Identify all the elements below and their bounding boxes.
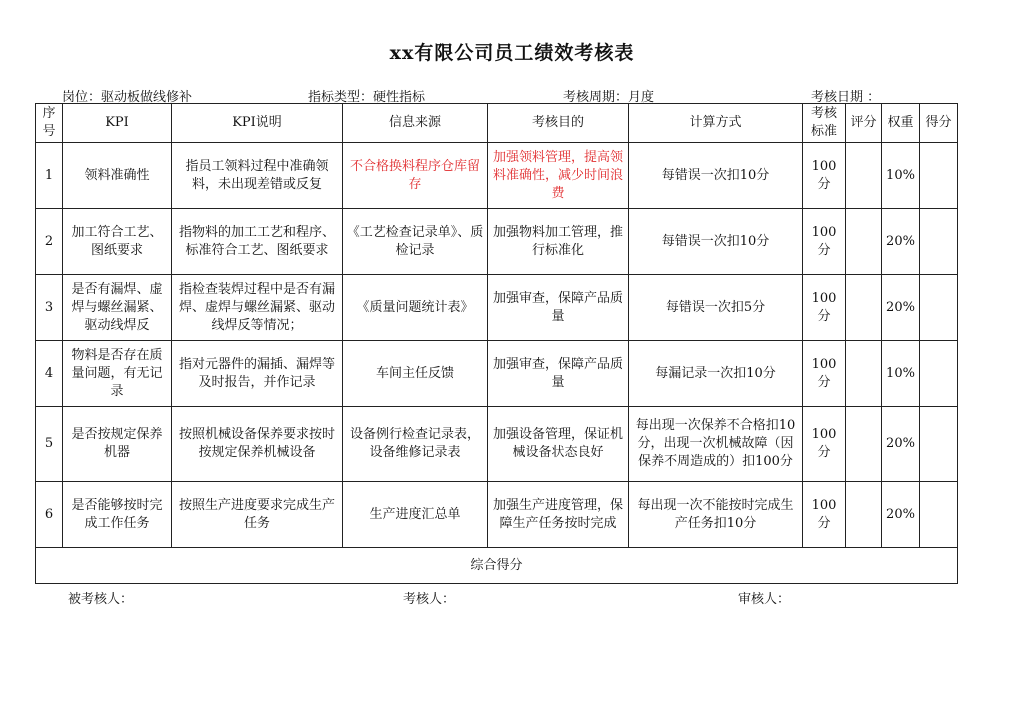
cell-weight: 20% [882, 407, 920, 482]
header-score: 评分 [846, 104, 882, 143]
cell-seq: 6 [36, 482, 63, 548]
cell-seq: 5 [36, 407, 63, 482]
cell-source: 不合格换料程序仓库留存 [343, 143, 488, 209]
assessee-signature: 被考核人： [68, 592, 134, 607]
header-weight: 权重 [882, 104, 920, 143]
cell-source: 生产进度汇总单 [343, 482, 488, 548]
cell-desc: 指员工领料过程中准确领料，未出现差错或反复 [172, 143, 343, 209]
cell-weight: 20% [882, 482, 920, 548]
cell-standard: 100分 [803, 275, 846, 341]
cell-desc: 按照生产进度要求完成生产任务 [172, 482, 343, 548]
date-label: 考核日期 ： [811, 90, 881, 105]
table-row [36, 341, 958, 407]
cell-purpose: 加强审查，保障产品质量 [488, 275, 629, 341]
table-row [36, 143, 958, 209]
cell-kpi: 物料是否存在质量问题，有无记录 [63, 341, 172, 407]
header-seq: 序号 [36, 104, 63, 143]
cell-method: 每出现一次保养不合格扣10分，出现一次机械故障（因保养不周造成的）扣100分 [629, 407, 803, 482]
cycle-label: 考核周期：月度 [563, 90, 655, 105]
cell-purpose: 加强领料管理，提高领料准确性，减少时间浪费 [488, 143, 629, 209]
cell-seq: 2 [36, 209, 63, 275]
cell-purpose: 加强设备管理，保证机械设备状态良好 [488, 407, 629, 482]
cell-method: 每出现一次不能按时完成生产任务扣10分 [629, 482, 803, 548]
cell-result[interactable] [920, 341, 958, 407]
cell-score[interactable] [846, 275, 882, 341]
assessor-signature: 考核人： [403, 592, 456, 607]
cell-method: 每错误一次扣5分 [629, 275, 803, 341]
cell-result[interactable] [920, 209, 958, 275]
cell-source: 车间主任反馈 [343, 341, 488, 407]
kpi-table [35, 103, 958, 584]
cell-desc: 指物料的加工工艺和程序、标准符合工艺、图纸要求 [172, 209, 343, 275]
cell-kpi: 领料准确性 [63, 143, 172, 209]
table-row [36, 209, 958, 275]
cell-result[interactable] [920, 407, 958, 482]
table-row [36, 407, 958, 482]
cell-score[interactable] [846, 209, 882, 275]
header-standard: 考核标准 [803, 104, 846, 143]
cell-score[interactable] [846, 482, 882, 548]
cell-seq: 1 [36, 143, 63, 209]
header-row [36, 104, 958, 143]
cell-score[interactable] [846, 407, 882, 482]
cell-purpose: 加强物料加工管理，推行标准化 [488, 209, 629, 275]
cell-purpose: 加强生产进度管理，保障生产任务按时完成 [488, 482, 629, 548]
cell-kpi: 是否按规定保养机器 [63, 407, 172, 482]
header-kpi: KPI [63, 104, 172, 143]
form-title: xx有限公司员工绩效考核表 [389, 42, 635, 64]
cell-kpi: 是否有漏焊、虚焊与螺丝漏紧、驱动线焊反 [63, 275, 172, 341]
cell-result[interactable] [920, 143, 958, 209]
cell-desc: 按照机械设备保养要求按时按规定保养机械设备 [172, 407, 343, 482]
total-score-label: 综合得分 [36, 548, 958, 584]
position-label: 岗位：驱动板做线修补 [62, 90, 193, 105]
cell-score[interactable] [846, 341, 882, 407]
cell-score[interactable] [846, 143, 882, 209]
indicator-type-label: 指标类型：硬性指标 [308, 90, 426, 105]
reviewer-signature: 审核人： [738, 592, 791, 607]
cell-result[interactable] [920, 482, 958, 548]
cell-weight: 20% [882, 275, 920, 341]
header-result: 得分 [920, 104, 958, 143]
cell-desc: 指对元器件的漏插、漏焊等及时报告，并作记录 [172, 341, 343, 407]
cell-seq: 3 [36, 275, 63, 341]
cell-source: 《工艺检查记录单》、质检记录 [343, 209, 488, 275]
cell-standard: 100分 [803, 341, 846, 407]
cell-standard: 100分 [803, 407, 846, 482]
cell-weight: 20% [882, 209, 920, 275]
cell-method: 每错误一次扣10分 [629, 143, 803, 209]
total-row [36, 548, 958, 584]
header-purpose: 考核目的 [488, 104, 629, 143]
cell-purpose: 加强审查，保障产品质量 [488, 341, 629, 407]
cell-standard: 100分 [803, 209, 846, 275]
cell-standard: 100分 [803, 143, 846, 209]
header-method: 计算方式 [629, 104, 803, 143]
cell-source: 《质量问题统计表》 [343, 275, 488, 341]
header-desc: KPI说明 [172, 104, 343, 143]
cell-result[interactable] [920, 275, 958, 341]
cell-method: 每漏记录一次扣10分 [629, 341, 803, 407]
cell-source: 设备例行检查记录表，设备维修记录表 [343, 407, 488, 482]
cell-weight: 10% [882, 143, 920, 209]
cell-method: 每错误一次扣10分 [629, 209, 803, 275]
cell-standard: 100分 [803, 482, 846, 548]
cell-kpi: 加工符合工艺、图纸要求 [63, 209, 172, 275]
header-source: 信息来源 [343, 104, 488, 143]
cell-weight: 10% [882, 341, 920, 407]
cell-desc: 指检查装焊过程中是否有漏焊、虚焊与螺丝漏紧、驱动线焊反等情况； [172, 275, 343, 341]
table-row [36, 482, 958, 548]
cell-kpi: 是否能够按时完成工作任务 [63, 482, 172, 548]
cell-seq: 4 [36, 341, 63, 407]
table-row [36, 275, 958, 341]
